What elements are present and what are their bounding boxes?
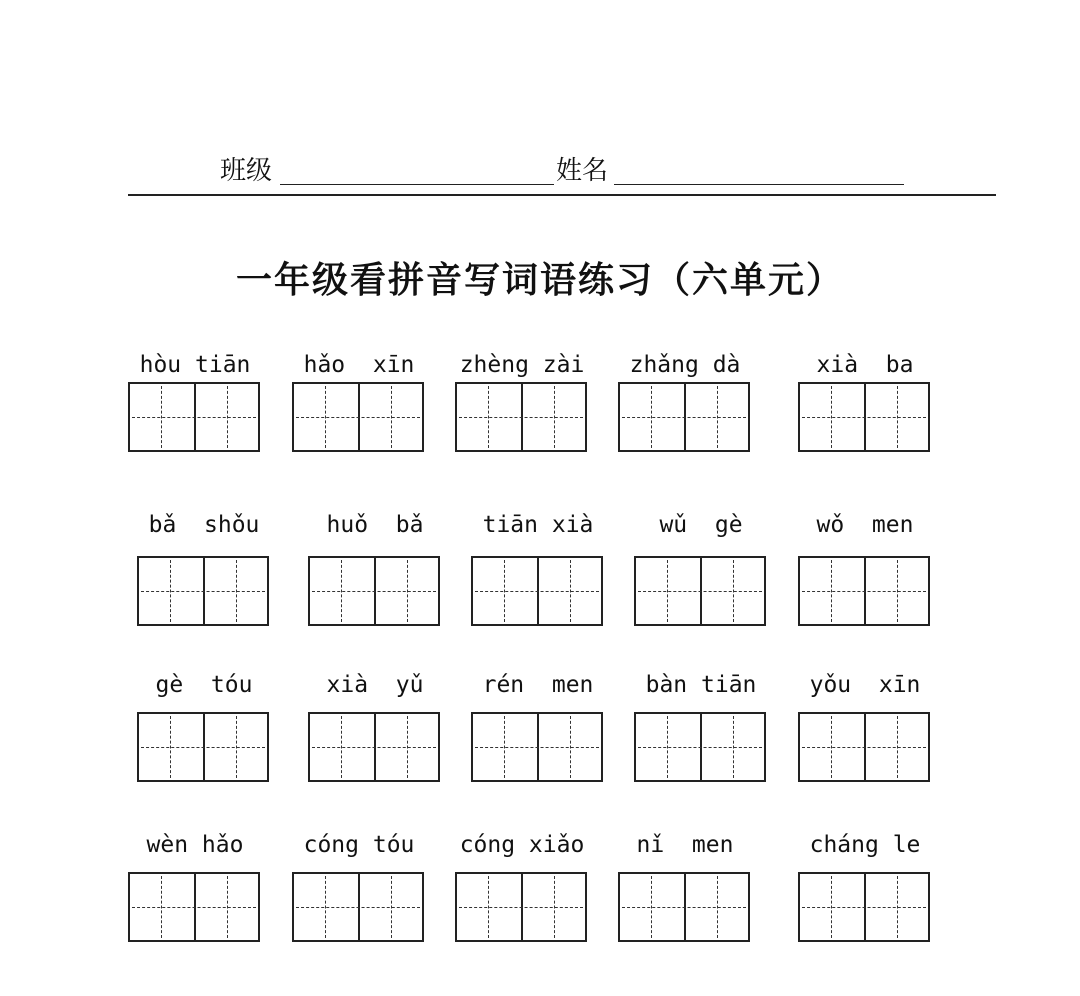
writing-boxes[interactable] bbox=[308, 712, 440, 782]
word-item bbox=[798, 512, 932, 628]
writing-boxes[interactable] bbox=[618, 872, 750, 942]
writing-boxes[interactable] bbox=[292, 382, 424, 452]
word-item bbox=[137, 512, 271, 628]
writing-boxes[interactable] bbox=[455, 382, 587, 452]
worksheet-title: 一年级看拼音写词语练习（六单元） bbox=[235, 260, 844, 301]
word-item bbox=[798, 832, 932, 944]
pinyin-label: zhèng zài bbox=[459, 352, 585, 378]
guide-dash-horizontal bbox=[802, 907, 926, 908]
pinyin-label: gè tóu bbox=[155, 672, 253, 698]
word-item bbox=[308, 672, 442, 784]
guide-dash-horizontal bbox=[296, 907, 420, 908]
pinyin-label: yǒu xīn bbox=[809, 672, 921, 698]
guide-dash-horizontal bbox=[802, 417, 926, 418]
word-item bbox=[634, 672, 768, 784]
guide-dash-horizontal bbox=[141, 591, 265, 592]
word-item bbox=[308, 512, 442, 628]
name-blank[interactable] bbox=[614, 184, 904, 185]
word-item bbox=[634, 512, 768, 628]
guide-dash-horizontal bbox=[312, 591, 436, 592]
pinyin-label: wèn hǎo bbox=[146, 832, 244, 858]
pinyin-label: hǎo xīn bbox=[303, 352, 415, 378]
writing-boxes[interactable] bbox=[618, 382, 750, 452]
pinyin-label: zhǎng dà bbox=[629, 352, 741, 378]
pinyin-label: cóng xiǎo bbox=[459, 832, 585, 858]
writing-boxes[interactable] bbox=[798, 382, 930, 452]
guide-dash-horizontal bbox=[475, 591, 599, 592]
guide-dash-horizontal bbox=[638, 747, 762, 748]
pinyin-label: xià ba bbox=[816, 352, 914, 378]
pinyin-label: huǒ bǎ bbox=[326, 512, 424, 538]
guide-dash-horizontal bbox=[638, 591, 762, 592]
guide-dash-horizontal bbox=[132, 907, 256, 908]
guide-dash-horizontal bbox=[802, 747, 926, 748]
word-item bbox=[798, 352, 932, 454]
word-item bbox=[128, 832, 262, 944]
writing-boxes[interactable] bbox=[308, 556, 440, 626]
writing-boxes[interactable] bbox=[128, 872, 260, 942]
pinyin-label: hòu tiān bbox=[139, 352, 251, 378]
word-item bbox=[292, 832, 426, 944]
word-item bbox=[292, 352, 426, 454]
guide-dash-horizontal bbox=[475, 747, 599, 748]
name-label: 姓名 bbox=[556, 156, 609, 186]
header-row bbox=[128, 150, 996, 196]
writing-boxes[interactable] bbox=[455, 872, 587, 942]
word-item bbox=[618, 352, 752, 454]
word-item bbox=[471, 672, 605, 784]
pinyin-label: cóng tóu bbox=[303, 832, 415, 858]
guide-dash-horizontal bbox=[132, 417, 256, 418]
writing-boxes[interactable] bbox=[128, 382, 260, 452]
writing-boxes[interactable] bbox=[471, 712, 603, 782]
writing-boxes[interactable] bbox=[137, 556, 269, 626]
word-item bbox=[618, 832, 752, 944]
word-item bbox=[798, 672, 932, 784]
word-item bbox=[471, 512, 605, 628]
word-item bbox=[455, 832, 589, 944]
writing-boxes[interactable] bbox=[471, 556, 603, 626]
class-label: 班级 bbox=[220, 156, 273, 186]
pinyin-label: wǔ gè bbox=[659, 512, 743, 538]
guide-dash-horizontal bbox=[312, 747, 436, 748]
writing-boxes[interactable] bbox=[634, 712, 766, 782]
guide-dash-horizontal bbox=[459, 907, 583, 908]
pinyin-label: cháng le bbox=[809, 832, 921, 858]
writing-boxes[interactable] bbox=[798, 712, 930, 782]
guide-dash-horizontal bbox=[141, 747, 265, 748]
guide-dash-horizontal bbox=[802, 591, 926, 592]
writing-boxes[interactable] bbox=[798, 872, 930, 942]
word-item bbox=[455, 352, 589, 454]
pinyin-label: bǎ shǒu bbox=[148, 512, 260, 538]
pinyin-label: wǒ men bbox=[816, 512, 914, 538]
pinyin-label: bàn tiān bbox=[645, 672, 757, 698]
writing-boxes[interactable] bbox=[137, 712, 269, 782]
writing-boxes[interactable] bbox=[798, 556, 930, 626]
word-item bbox=[128, 352, 262, 454]
word-item bbox=[137, 672, 271, 784]
guide-dash-horizontal bbox=[459, 417, 583, 418]
pinyin-label: rén men bbox=[482, 672, 594, 698]
writing-boxes[interactable] bbox=[634, 556, 766, 626]
pinyin-label: tiān xià bbox=[482, 512, 594, 538]
writing-boxes[interactable] bbox=[292, 872, 424, 942]
pinyin-label: xià yǔ bbox=[326, 672, 424, 698]
guide-dash-horizontal bbox=[622, 907, 746, 908]
pinyin-label: nǐ men bbox=[636, 832, 734, 858]
guide-dash-horizontal bbox=[622, 417, 746, 418]
class-blank[interactable] bbox=[280, 184, 554, 185]
guide-dash-horizontal bbox=[296, 417, 420, 418]
